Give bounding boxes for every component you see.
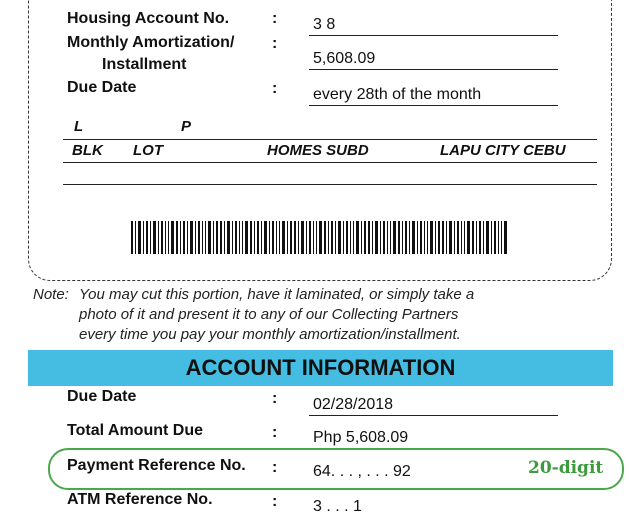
account-info-title: ACCOUNT INFORMATION	[185, 355, 456, 380]
address-bottom-line	[63, 184, 597, 185]
colon: :	[272, 10, 278, 27]
note-prefix: Note:	[33, 286, 69, 303]
digit-count-annotation: 20-digit	[528, 458, 604, 478]
payment-ref-label: Payment Reference No.	[67, 457, 246, 474]
colon: :	[272, 459, 278, 476]
amortization-value: 5,608.09	[309, 48, 558, 70]
amortization-label-line2: Installment	[102, 56, 187, 73]
note-line1: You may cut this portion, have it laminated, or simply take a	[79, 286, 475, 303]
atm-ref-value: 3 . . . 1	[313, 498, 362, 515]
colon: :	[272, 35, 278, 52]
address-city: LAPU CITY CEBU	[440, 142, 566, 159]
due-date-value: 02/28/2018	[309, 394, 558, 416]
amortization-label-line1: Monthly Amortization/	[67, 34, 235, 51]
address-blk: BLK	[72, 142, 103, 159]
colon: :	[272, 80, 278, 97]
due-date-value: every 28th of the month	[309, 84, 558, 106]
total-due-label: Total Amount Due	[67, 422, 203, 439]
address-lot: LOT	[133, 142, 163, 159]
housing-account-value: 3 8	[309, 14, 558, 36]
account-info-banner	[28, 350, 613, 386]
housing-account-label: Housing Account No.	[67, 10, 230, 27]
colon: :	[272, 493, 278, 510]
payment-ref-value: 64. . . , . . . 92	[313, 463, 411, 480]
address-subdivision: HOMES SUBD	[267, 142, 369, 159]
address-p-initial: P	[181, 118, 192, 135]
total-due-value: Php 5,608.09	[313, 429, 409, 446]
note-line3: every time you pay your monthly amortization/installment.	[79, 326, 461, 343]
note-line2: photo of it and present it to any of our Collecting Partners	[79, 306, 459, 323]
barcode	[131, 221, 509, 254]
colon: :	[272, 424, 278, 441]
due-date-label: Due Date	[67, 388, 137, 405]
address-middle-line	[63, 162, 597, 163]
address-top-line	[63, 139, 597, 140]
atm-ref-label: ATM Reference No.	[67, 491, 213, 508]
address-l-initial: L	[74, 118, 84, 135]
due-date-label: Due Date	[67, 79, 137, 96]
colon: :	[272, 390, 278, 407]
